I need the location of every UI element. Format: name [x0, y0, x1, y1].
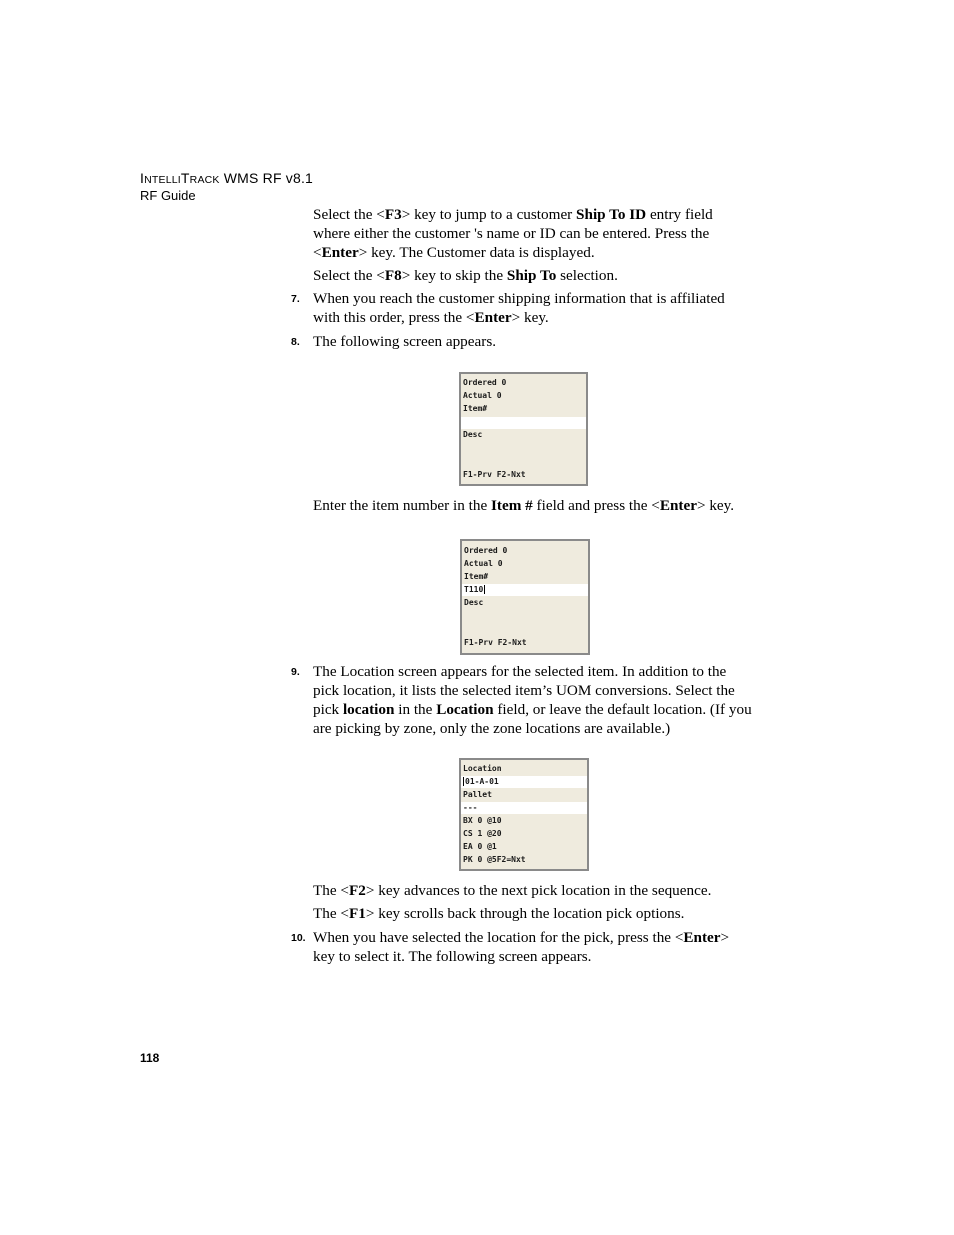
item-label: Item# [464, 572, 489, 581]
uom-pk: PK 0 @5F2=Nxt [463, 855, 526, 864]
location-value: 01-A-01 [465, 777, 499, 786]
paragraph-enter-item: Enter the item number in the Item # field and press the <Enter> key. [313, 497, 735, 514]
rf-screen-item-filled [460, 539, 590, 655]
step-7-text: When you reach the customer shipping information that is affiliated with this order, press the <Enter> key. [313, 290, 725, 326]
brand-initial: I [140, 170, 145, 186]
desc-label: Desc [463, 430, 483, 439]
brand-smallcaps-2: RACK [189, 174, 220, 186]
uom-input-field[interactable] [461, 802, 587, 814]
paragraph-f2: The <F2> key advances to the next pick location in the sequence. [313, 882, 712, 899]
desc-label: Desc [464, 598, 484, 607]
item-label: Item# [463, 404, 488, 413]
paragraph-f3: Select the <F3> key to jump to a customer Ship To ID entry field where either the customer 's name or ID can be entered. Press the <Enter> key. The Customer data is displayed. [313, 206, 713, 261]
running-header-subtitle: RF Guide [140, 188, 196, 203]
location-label: Location [463, 764, 502, 773]
uom-bx: BX 0 @10 [463, 816, 502, 825]
uom-cs: CS 1 @20 [463, 829, 502, 838]
actual-label: Actual 0 [464, 559, 503, 568]
step-number-7: 7. [291, 293, 300, 305]
function-keys-label: F1-Prv F2-Nxt [464, 638, 527, 647]
step-8-text: The following screen appears. [313, 333, 497, 350]
paragraph-f1: The <F1> key scrolls back through the location pick options. [313, 905, 685, 922]
page-number: 118 [140, 1051, 160, 1065]
step-9-text: The Location screen appears for the selected item. In addition to the pick location, it lists the selected item’s UOM conversions. Select the pick location in the Location field, or leave the default location. (If you are picking by zone, only the zone locations are available.) [313, 663, 752, 737]
function-keys-label: F1-Prv F2-Nxt [463, 470, 526, 479]
paragraph-f8: Select the <F8> key to skip the Ship To selection. [313, 267, 618, 284]
rf-screen-location [459, 758, 589, 871]
ordered-label: Ordered 0 [464, 546, 508, 555]
item-value: T110 [464, 585, 484, 594]
ordered-label: Ordered 0 [463, 378, 507, 387]
uom-ea: EA 0 @1 [463, 842, 497, 851]
text-cursor [484, 585, 485, 594]
actual-label: Actual 0 [463, 391, 502, 400]
brand-smallcaps: NTELLI [144, 174, 181, 186]
pallet-label: Pallet [463, 790, 492, 799]
rf-screen-item-entry [459, 372, 588, 486]
text-cursor [463, 777, 464, 786]
step-number-8: 8. [291, 336, 300, 348]
item-input-field[interactable] [461, 417, 586, 429]
step-number-10: 10. [291, 932, 306, 944]
step-number-9: 9. [291, 666, 300, 678]
brand-initial-2: T [180, 170, 190, 186]
uom-value: --- [463, 803, 478, 812]
running-header-title [140, 170, 313, 186]
step-10-text: When you have selected the location for the pick, press the <Enter> key to select it. The following screen appears. [313, 929, 730, 965]
product-version: WMS RF v8.1 [219, 170, 314, 186]
